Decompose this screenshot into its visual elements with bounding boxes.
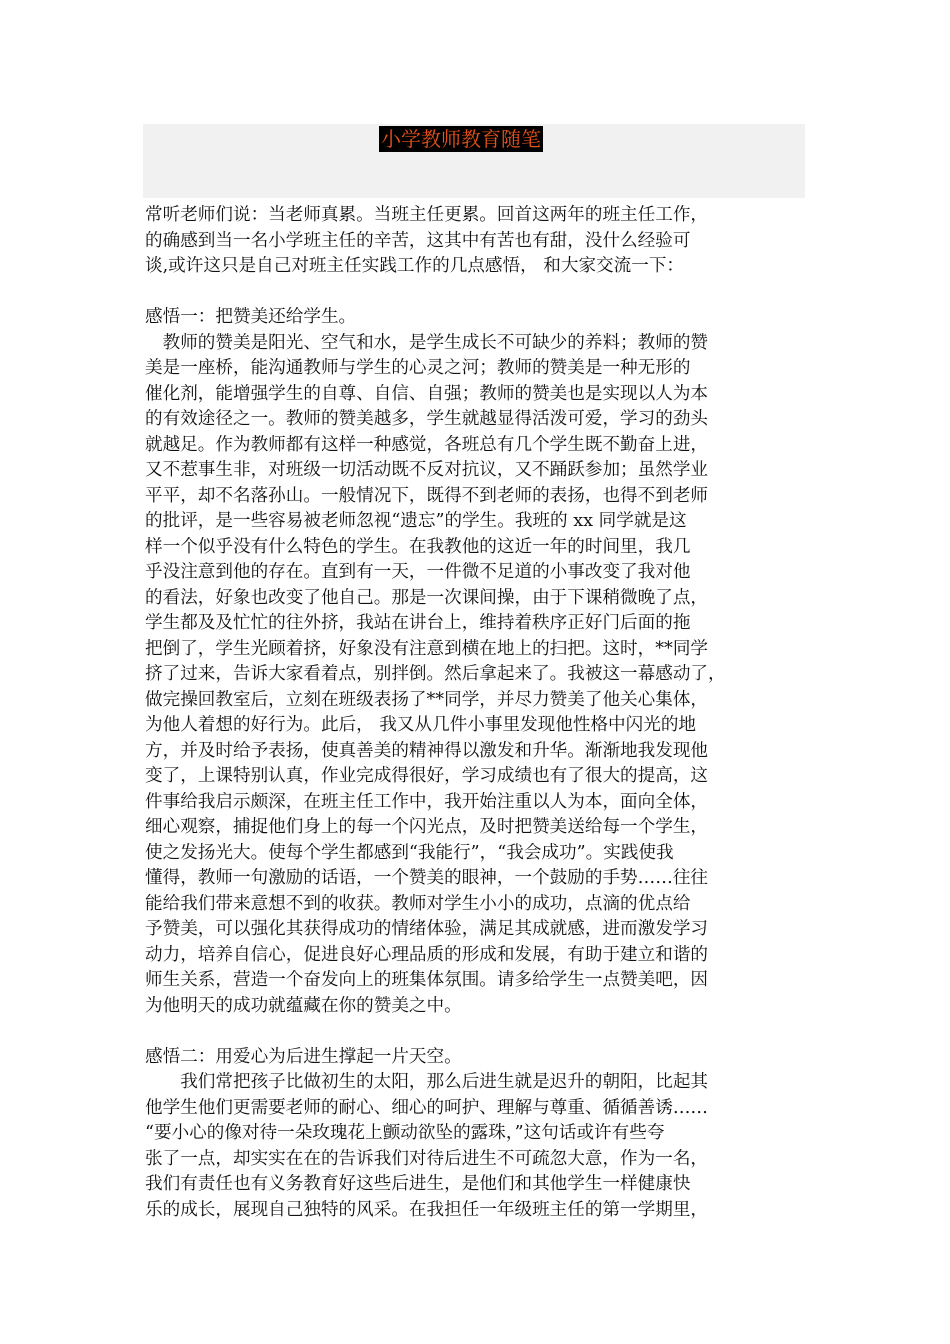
text-line: “要小心的像对待一朵玫瑰花上颤动欲坠的露珠，”这句话或许有些夸 [145,1123,665,1143]
section-heading: 感悟一：把赞美还给学生。 [145,307,357,327]
text-line: 的有效途径之一。教师的赞美越多，学生就越显得活泼可爱，学习的劲头 [145,409,709,429]
text-line: 谈,或许这只是自己对班主任实践工作的几点感悟， 和大家交流一下： [145,256,685,276]
text-line: 常听老师们说：当老师真累。当班主任更累。回首这两年的班主任工作， [145,205,709,225]
text-line: 平平，却不名落孙山。一般情况下，既得不到老师的表扬，也得不到老师 [145,485,709,506]
text-line: 我们有责任也有义务教育好这些后进生，是他们和其他学生一样健康快 [145,1174,691,1194]
text-line: 乎没注意到他的存在。直到有一天，一件微不足道的小事改变了我对他 [145,562,691,582]
text-line: 师生关系，营造一个奋发向上的班集体氛围。请多给学生一点赞美吧，因 [145,970,709,990]
section-two [145,1045,825,1224]
text-line: 为他人着想的好行为。此后， 我又从几件小事里发现他性格中闪光的地 [145,715,697,735]
text-line: 件事给我启示颇深，在班主任工作中，我开始注重以人为本，面向全体， [145,791,709,812]
text-line: 他学生他们更需要老师的耐心、细心的呵护、理解与尊重、循循善诱…… [145,1097,709,1118]
text-line: 催化剂，能增强学生的自尊、自信、自强；教师的赞美也是实现以人为本 [145,383,709,404]
text-line: 样一个似乎没有什么特色的学生。在我教他的这近一年的时间里，我几 [145,536,691,557]
text-line: 美是一座桥，能沟通教师与学生的心灵之河；教师的赞美是一种无形的 [145,358,691,378]
text-line: 又不惹事生非，对班级一切活动既不反对抗议，又不踊跃参加；虽然学业 [145,460,709,480]
paragraph-gap [145,1019,825,1045]
text-line: 的看法，好象也改变了他自己。那是一次课间操，由于下课稍微晚了点， [145,587,709,608]
text-line: 挤了过来，告诉大家看着点，别拌倒。然后拿起来了。我被这一幕感动了， [145,664,726,684]
section-heading: 感悟二：用爱心为后进生撑起一片天空。 [145,1046,462,1067]
text-line: 变了，上课特别认真，作业完成得很好，学习成绩也有了很大的提高，这 [145,766,709,786]
text-line: 学生都及及忙忙的往外挤，我站在讲台上，维持着秩序正好门后面的拖 [145,613,691,633]
text-line: 做完操回教室后，立刻在班级表扬了**同学，并尽力赞美了他关心集体， [145,689,709,710]
text-line: 我们常把孩子比做初生的太阳，那么后进生就是迟升的朝阳，比起其 [145,1072,709,1092]
text-line: 使之发扬光大。使每个学生都感到“我能行”，“我会成功”。实践使我 [145,842,674,863]
text-line: 能给我们带来意想不到的收获。教师对学生小小的成功，点滴的优点给 [145,893,691,914]
intro-paragraph [145,203,825,280]
text-line: 张了一点，却实实在在的告诉我们对待后进生不可疏忽大意，作为一名， [145,1148,709,1169]
text-line: 乐的成长，展现自己独特的风采。在我担任一年级班主任的第一学期里， [145,1199,709,1220]
text-line: 就越足。作为教师都有这样一种感觉，各班总有几个学生既不勤奋上进， [145,434,709,455]
paragraph-gap [145,280,825,306]
text-line: 予赞美，可以强化其获得成功的情绪体验，满足其成就感，进而激发学习 [145,919,709,939]
text-line: 懂得，教师一句激励的话语，一个赞美的眼神，一个鼓励的手势……往往 [145,868,709,888]
text-line: 把倒了，学生光顾着挤，好象没有注意到横在地上的扫把。这时，**同学 [145,638,709,659]
section-one [145,305,825,1019]
text-line: 细心观察，捕捉他们身上的每一个闪光点，及时把赞美送给每一个学生， [145,817,709,837]
text-line: 动力，培养自信心，促进良好心理品质的形成和发展，有助于建立和谐的 [145,944,709,965]
text-line: 的批评，是一些容易被老师忽视“遗忘”的学生。我班的 xx 同学就是这 [145,511,687,531]
text-line: 方，并及时给予表扬，使真善美的精神得以激发和升华。渐渐地我发现他 [145,740,709,761]
text-line: 教师的赞美是阳光、空气和水，是学生成长不可缺少的养料；教师的赞 [145,332,709,353]
document-body [145,203,825,1223]
document-title: 小学教师教育随笔 [381,127,541,151]
text-line: 为他明天的成功就蕴藏在你的赞美之中。 [145,995,462,1016]
text-line: 的确感到当一名小学班主任的辛苦，这其中有苦也有甜，没什么经验可 [145,230,691,251]
